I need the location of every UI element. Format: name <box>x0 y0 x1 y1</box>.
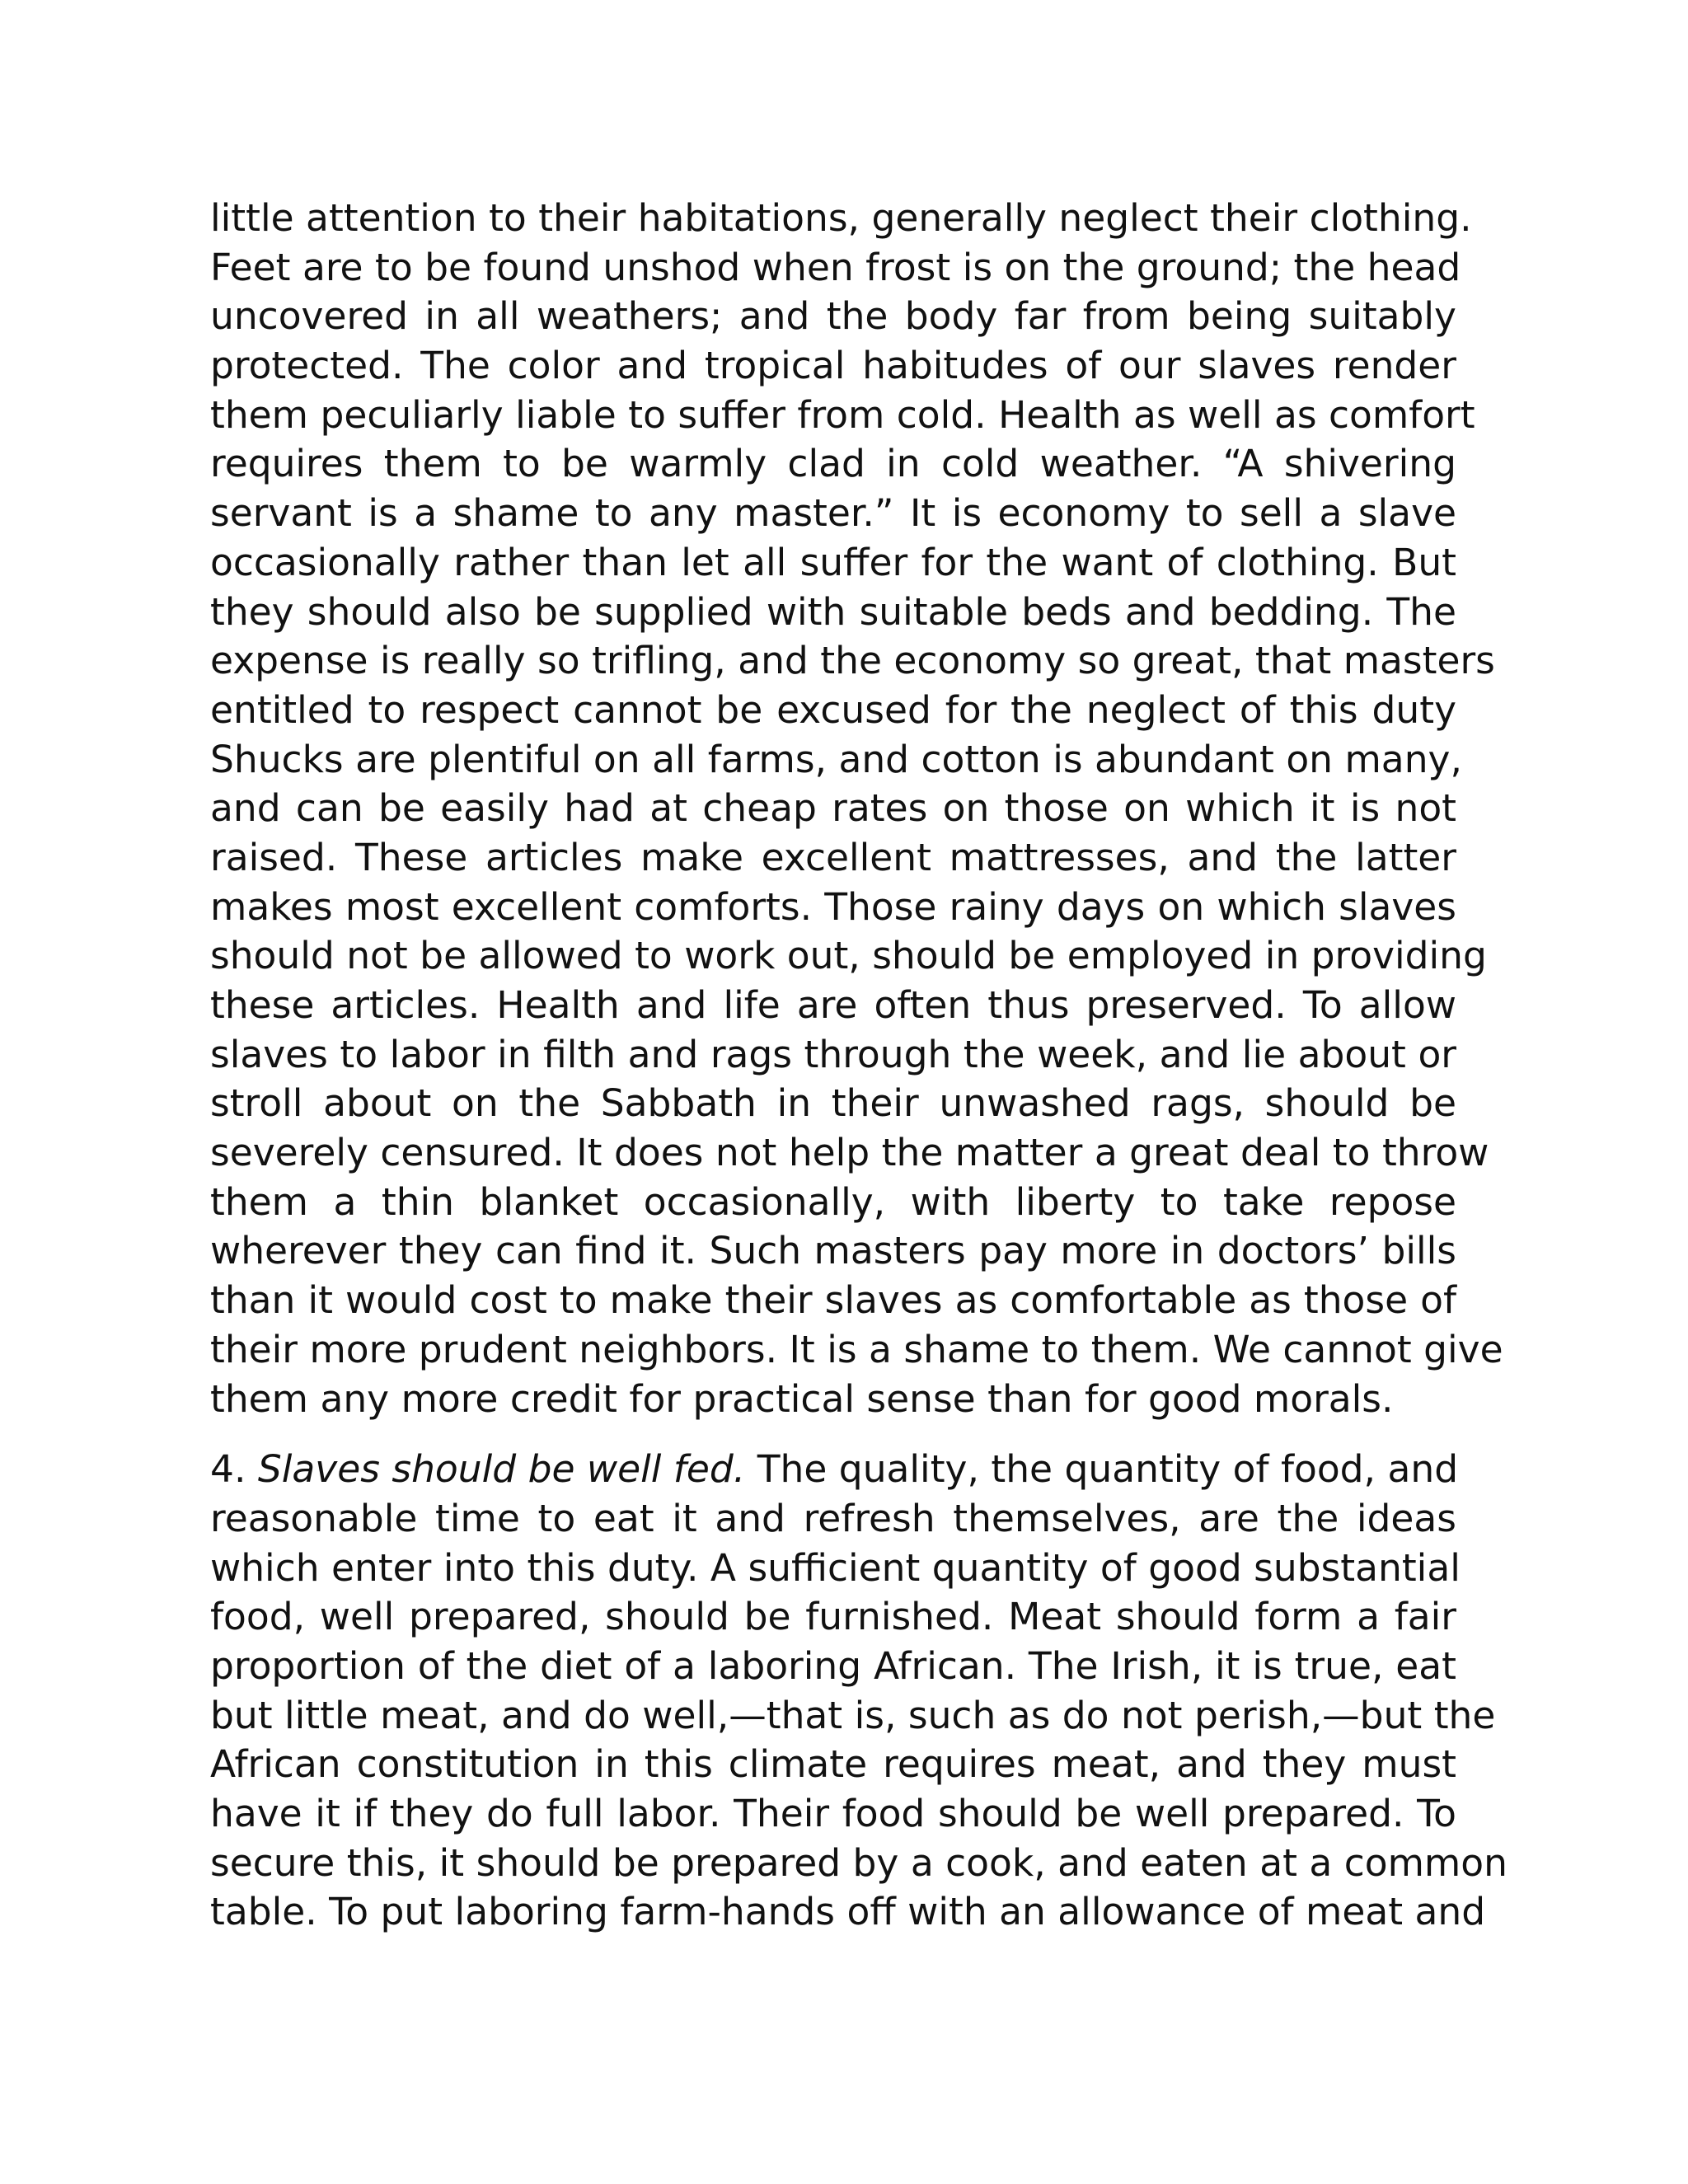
text-line: stroll about on the Sabbath in their unwashed rags, should be <box>210 1081 1456 1126</box>
section-heading: Slaves should be well fed. <box>257 1447 746 1492</box>
text-line: uncovered in all weathers; and the body far from being suitably <box>210 294 1456 339</box>
text-line: which enter into this duty. A sufficient quantity of good substantial <box>210 1545 1461 1590</box>
text-line: occasionally rather than let all suffer for the want of clothing. But <box>210 540 1456 584</box>
text-line: severely censured. It does not help the matter a great deal to throw <box>210 1131 1489 1175</box>
text-line: food, well prepared, should be furnished. Meat should form a fair <box>210 1595 1456 1639</box>
text-line: have it if they do full labor. Their food should be well prepared. To <box>210 1792 1456 1835</box>
text-line: African constitution in this climate requires meat, and they must <box>210 1742 1456 1787</box>
document-page <box>210 194 1507 1937</box>
text-line: should not be allowed to work out, should be employed in providing <box>210 934 1487 978</box>
text-line: them peculiarly liable to suffer from cold. Health as well as comfort <box>210 392 1475 437</box>
paragraph-spacer <box>210 1423 1456 1445</box>
text-line: and can be easily had at cheap rates on those on which it is not <box>210 786 1456 831</box>
text-line: expense is really so trifling, and the economy so great, that masters <box>210 639 1495 683</box>
text-line: them a thin blanket occasionally, with liberty to take repose <box>210 1179 1456 1224</box>
text-line: raised. These articles make excellent mattresses, and the latter <box>210 835 1456 879</box>
text-line: Feet are to be found unshod when frost is on the ground; the head <box>210 245 1461 289</box>
paragraph-first-line <box>210 1445 1459 1494</box>
text-line: they should also be supplied with suitable beds and bedding. The <box>210 589 1456 634</box>
paragraph-food <box>210 1445 1507 1937</box>
text-line: proportion of the diet of a laboring African. The Irish, it is true, eat <box>210 1643 1456 1688</box>
text-line: but little meat, and do well,—that is, such as do not perish,—but the <box>210 1693 1496 1737</box>
text-line: little attention to their habitations, generally neglect their clothing. <box>210 196 1472 240</box>
text-line: Shucks are plentiful on all farms, and cotton is abundant on many, <box>210 737 1462 781</box>
text-line: secure this, it should be prepared by a cook, and eaten at a common <box>210 1840 1507 1885</box>
text-line: protected. The color and tropical habitudes of our slaves render <box>210 344 1456 388</box>
text-line: servant is a shame to any master.” It is economy to sell a slave <box>210 491 1456 536</box>
text-line: their more prudent neighbors. It is a shame to them. We cannot give <box>210 1327 1503 1371</box>
text-line: requires them to be warmly clad in cold weather. “A shivering <box>210 442 1456 486</box>
text-line: these articles. Health and life are often thus preserved. To allow <box>210 983 1456 1027</box>
text-line: entitled to respect cannot be excused for the neglect of this duty <box>210 687 1456 732</box>
text-line: than it would cost to make their slaves as comfortable as those of <box>210 1278 1456 1323</box>
text-line: makes most excellent comforts. Those rainy days on which slaves <box>210 884 1456 929</box>
text-line: slaves to labor in filth and rags through the week, and lie about or <box>210 1032 1456 1076</box>
paragraph-clothing <box>210 194 1503 1423</box>
text-line: them any more credit for practical sense than for good morals. <box>210 1376 1394 1421</box>
text-line: table. To put laboring farm-hands off with an allowance of meat and <box>210 1890 1486 1934</box>
section-number: 4. <box>210 1447 246 1492</box>
text-line: wherever they can find it. Such masters pay more in doctors’ bills <box>210 1229 1456 1273</box>
text-fragment: The quality, the quantity of food, and <box>757 1447 1459 1492</box>
text-line: reasonable time to eat it and refresh themselves, are the ideas <box>210 1496 1456 1540</box>
